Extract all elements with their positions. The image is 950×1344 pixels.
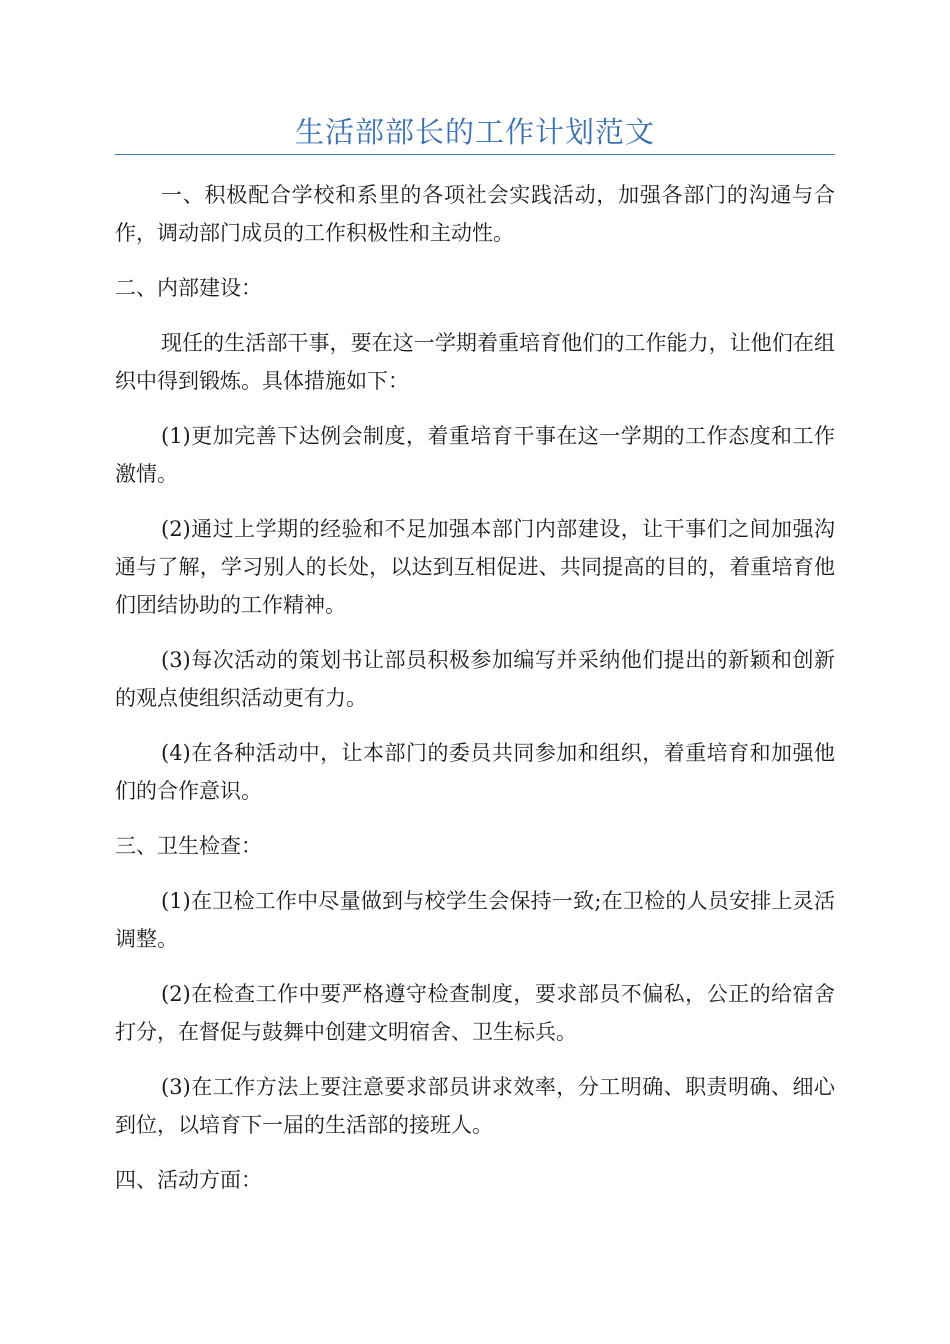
section-heading-3: 三、卫生检查： <box>115 834 262 858</box>
paragraph-3: 现任的生活部干事，要在这一学期着重培育他们的工作能力，让他们在组织中得到锻炼。具体措施如下： <box>115 331 835 393</box>
paragraph-11: (3)在工作方法上要注意要求部员讲求效率，分工明确、职责明确、细心到位，以培育下一届的生活部的接班人。 <box>115 1075 835 1137</box>
paragraph-7: (4)在各种活动中，让本部门的委员共同参加和组织，着重培育和加强他们的合作意识。 <box>115 741 835 803</box>
section-heading-2: 二、内部建设： <box>115 276 262 300</box>
section-heading-4: 四、活动方面： <box>115 1168 262 1192</box>
document-body <box>115 176 835 1216</box>
document-title: 生活部部长的工作计划范文 <box>294 115 655 149</box>
title-underline <box>115 154 835 155</box>
paragraph-4: (1)更加完善下达例会制度，着重培育干事在这一学期的工作态度和工作激情。 <box>115 424 835 486</box>
paragraph-5: (2)通过上学期的经验和不足加强本部门内部建设，让干事们之间加强沟通与了解，学习别人的长处，以达到互相促进、共同提高的目的，着重培育他们团结协助的工作精神。 <box>115 517 835 617</box>
paragraph-10: (2)在检查工作中要严格遵守检查制度，要求部员不偏私，公正的给宿舍打分，在督促与鼓舞中创建文明宿舍、卫生标兵。 <box>115 982 835 1044</box>
paragraph-1: 一、积极配合学校和系里的各项社会实践活动，加强各部门的沟通与合作，调动部门成员的工作积极性和主动性。 <box>115 183 835 245</box>
paragraph-9: (1)在卫检工作中尽量做到与校学生会保持一致;在卫检的人员安排上灵活调整。 <box>115 889 835 951</box>
paragraph-6: (3)每次活动的策划书让部员积极参加编写并采纳他们提出的新颖和创新的观点使组织活动更有力。 <box>115 648 835 710</box>
